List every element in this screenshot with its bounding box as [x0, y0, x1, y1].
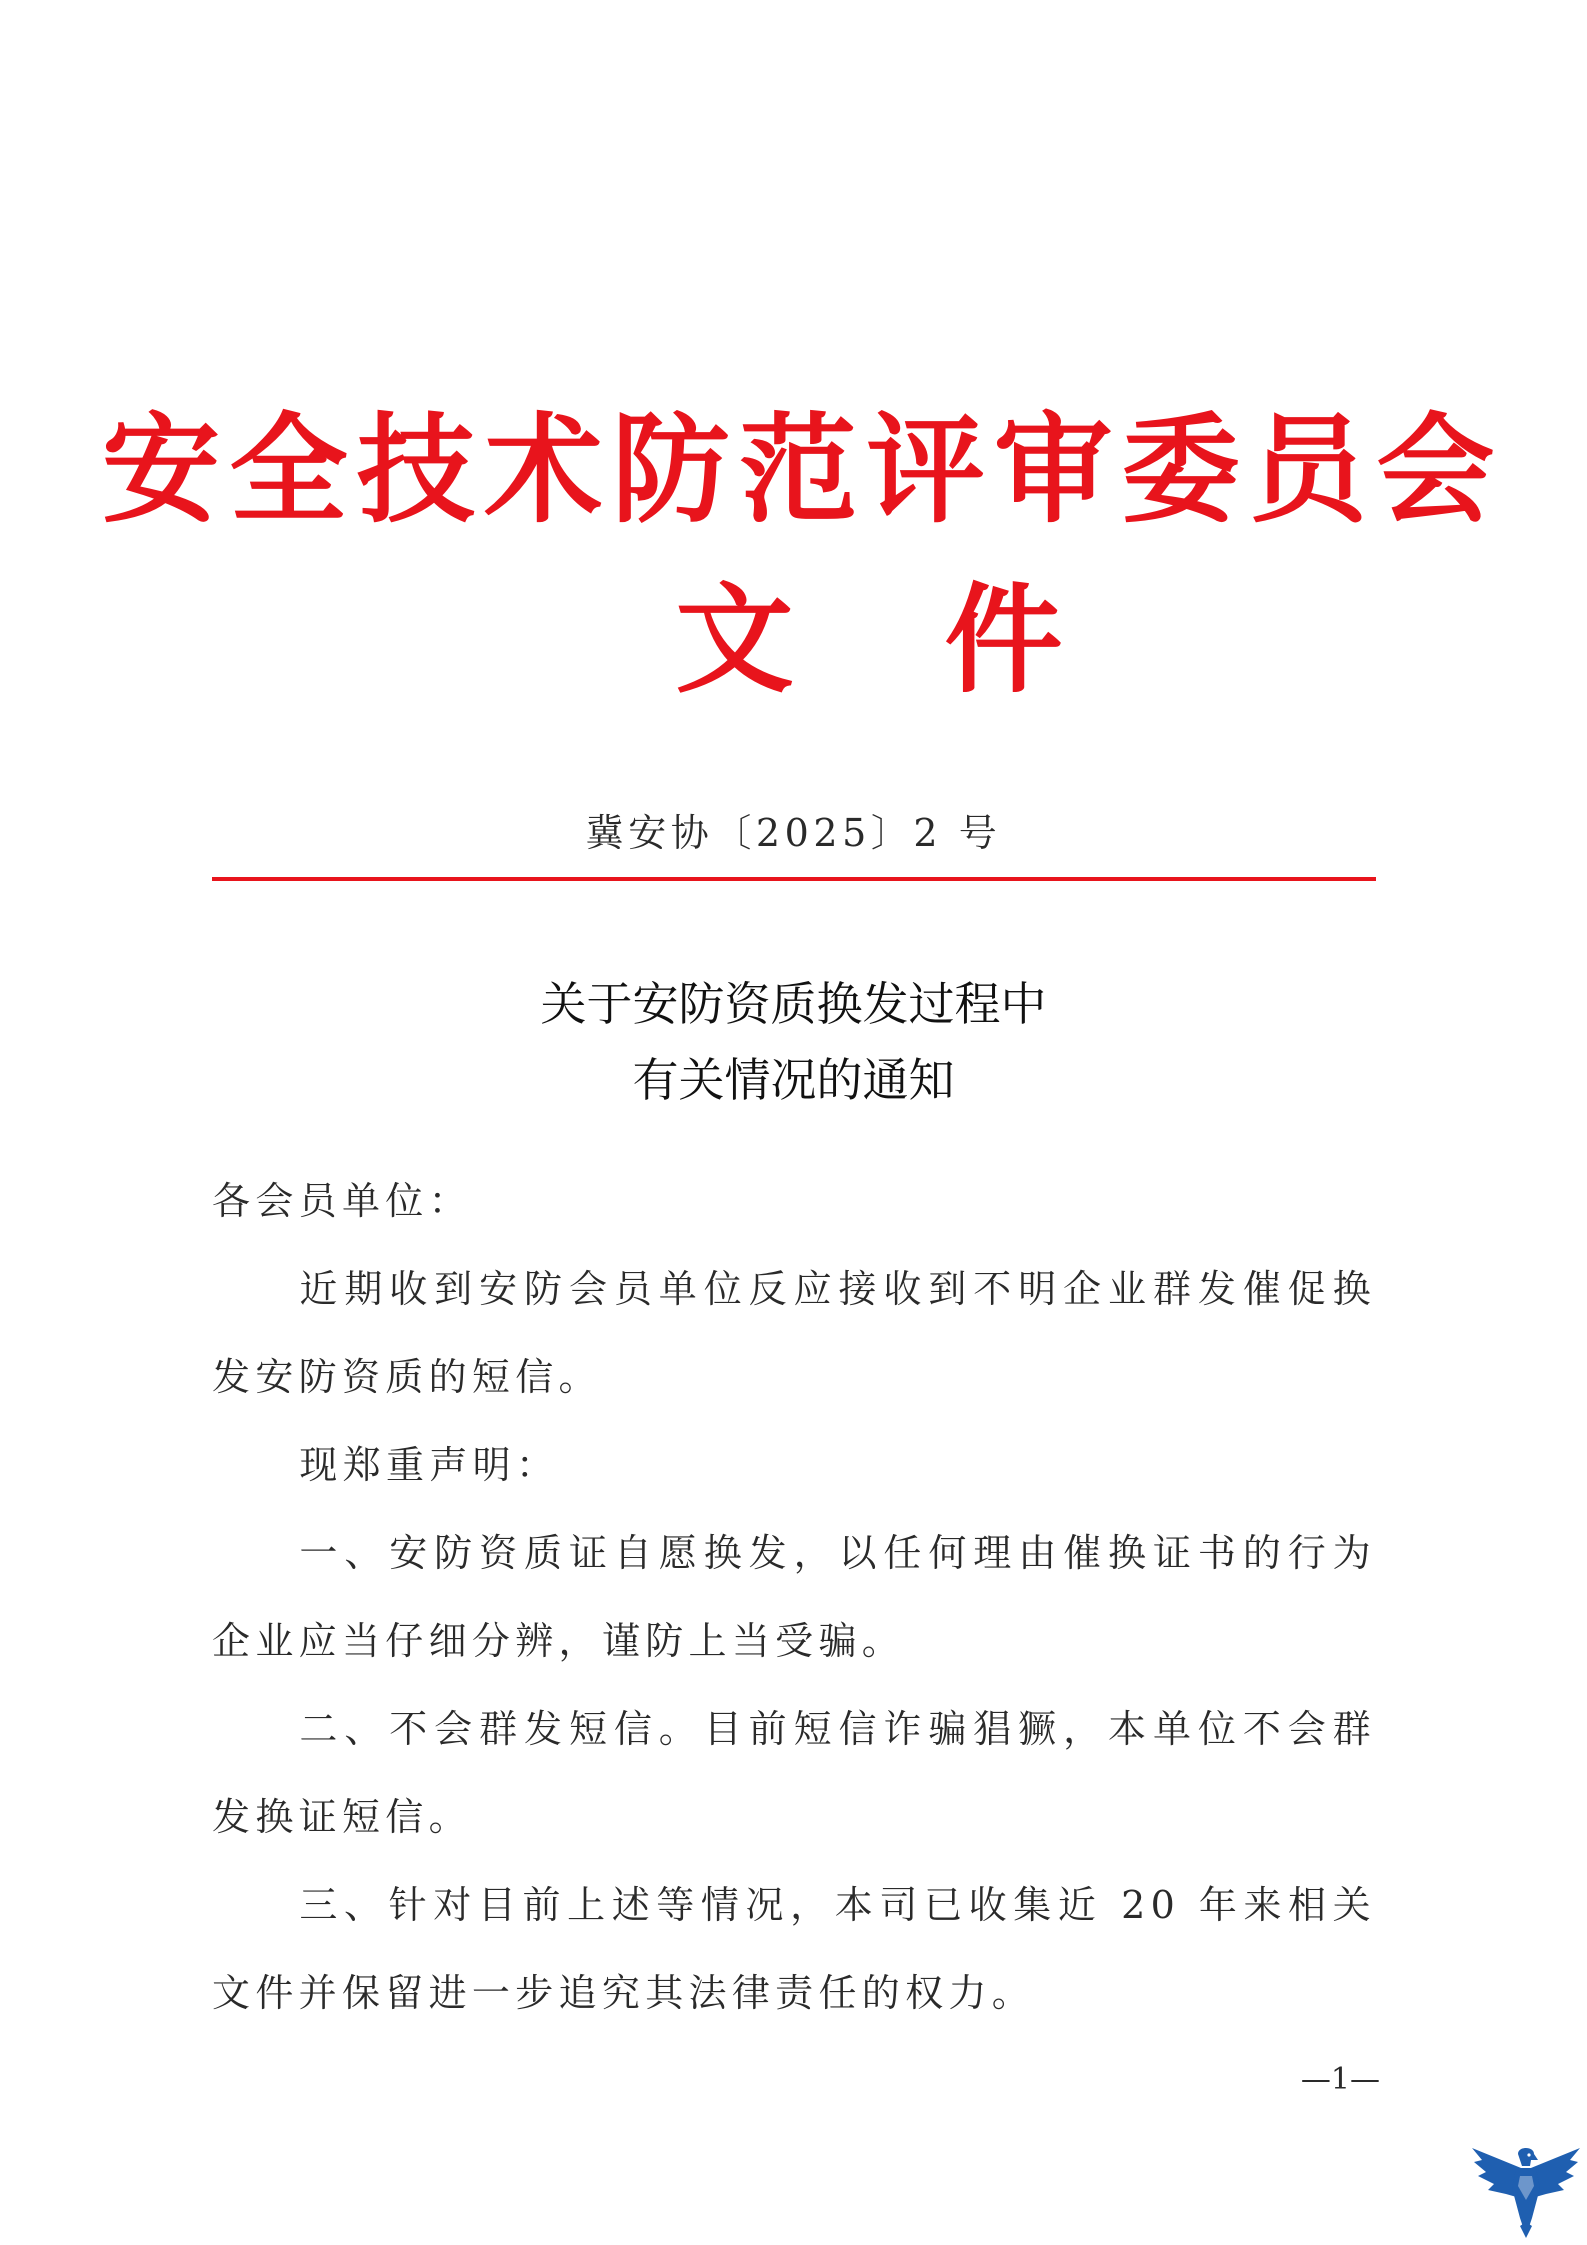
notice-title-line1: 关于安防资质换发过程中: [540, 977, 1047, 1031]
notice-body: [212, 1157, 1376, 2037]
body-paragraph-1: 近期收到安防会员单位反应接收到不明企业群发催促换发安防资质的短信。: [212, 1267, 1376, 1399]
salutation: 各会员单位：: [212, 1179, 472, 1223]
notice-title-line2: 有关情况的通知: [632, 1053, 955, 1107]
header-title-line2: 文件: [675, 571, 1214, 709]
body-paragraph-5: 三、针对目前上述等情况，本司已收集近 20 年来相关文件并保留进一步追究其法律责任的权力。: [212, 1883, 1376, 2015]
page-number: —1—: [1300, 2062, 1380, 2097]
body-paragraph-4: 二、不会群发短信。目前短信诈骗猖獗，本单位不会群发换证短信。: [212, 1707, 1376, 1839]
body-paragraph-3: 一、安防资质证自愿换发，以任何理由催换证书的行为企业应当仔细分辨，谨防上当受骗。: [212, 1531, 1376, 1663]
document-number: 冀安协〔2025〕2 号: [585, 811, 1002, 855]
eagle-emblem-icon: [1468, 2140, 1584, 2240]
body-paragraph-2: 现郑重声明：: [299, 1443, 560, 1487]
header-title-line1: 安全技术防范评审委员会: [102, 401, 1504, 539]
red-divider-line: [212, 877, 1376, 881]
notice-title: [0, 966, 1587, 1118]
